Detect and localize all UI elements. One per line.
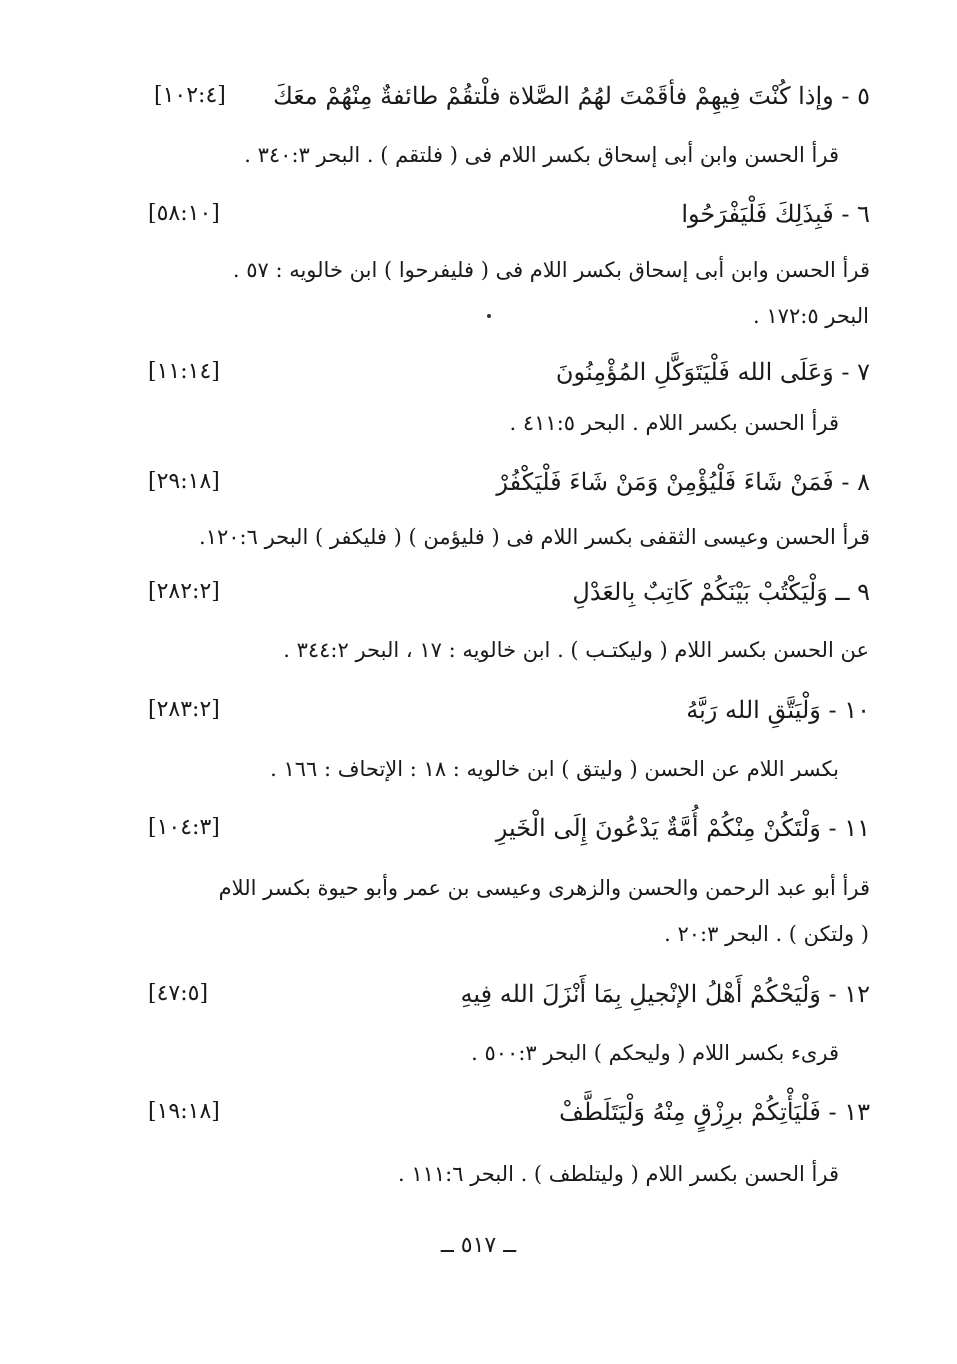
verse-text: ٨ - فَمَنْ شَاءَ فَلْيُؤْمِنْ وَمَنْ شَاءَ فَلْيَكْفُرْ — [496, 468, 870, 496]
verse-line — [140, 350, 870, 394]
verse-reference: [١٩:١٨] — [148, 1099, 220, 1124]
verse-line — [140, 806, 870, 850]
reading-note: قرأ الحسن وعيسى الثقفى بكسر اللام فى ( فليؤمن ) ( فليكفر ) البحر ١٢٠:٦. — [199, 525, 870, 549]
reading-note: البحر ١٧٢:٥ . — [753, 304, 869, 328]
reading-note: عن الحسن بكسر اللام ( وليكتـب ) . ابن خالويه : ١٧ ، البحر ٣٤٤:٢ . — [283, 638, 869, 662]
verse-line — [140, 570, 870, 614]
verse-text: ١٣ - فَلْيَأْتِكُمْ برِزْقٍ مِنْهُ وَلْيَتَلَطَّفْ — [559, 1098, 870, 1126]
reading-note: قرأ الحسن بكسر اللام . البحر ٤١١:٥ . — [509, 411, 839, 435]
verse-text: ٦ - فَبِذَلِكَ فَلْيَفْرَحُوا — [681, 200, 870, 228]
verse-text: ٥ - وإذا كُنْتَ فِيهِمْ فأقَمْتَ لهُمُ الصَّلاة فلْتقُمْ طائفةٌ مِنْهُمْ معَكَ — [273, 82, 870, 110]
verse-line — [140, 74, 870, 118]
verse-reference: [٤٧:٥] — [148, 981, 209, 1006]
verse-text: ١٠ - وَلْيَتَّقِ الله رَبَّهُ — [686, 696, 870, 724]
verse-reference: [٢٨٢:٢] — [148, 579, 220, 604]
reading-note: قرأ الحسن وابن أبى إسحاق بكسر اللام فى ( فلتقم ) . البحر ٣٤٠:٣ . — [244, 143, 839, 167]
reading-note: قرأ الحسن بكسر اللام ( وليتلطف ) . البحر ١١١:٦ . — [397, 1162, 839, 1186]
verse-reference: [٢٨٣:٢] — [148, 697, 220, 722]
page-speck — [487, 314, 491, 318]
verse-reference: [١١:١٤] — [148, 359, 220, 384]
verse-line — [140, 192, 870, 236]
reading-note: ( ولتكن ) . البحر ٢٠:٣ . — [664, 922, 869, 946]
verse-reference: [١٠٤:٣] — [148, 815, 220, 840]
verse-line — [140, 460, 870, 504]
verse-line — [140, 972, 870, 1016]
reading-note: قرىء بكسر اللام ( وليحكم ) البحر ٥٠٠:٣ . — [471, 1041, 839, 1065]
reading-note: قرأ أبو عبد الرحمن والحسن والزهرى وعيسى بن عمر وأبو حيوة بكسر اللام — [218, 876, 870, 900]
verse-reference: [١٠٢:٤] — [154, 83, 226, 108]
verse-text: ٩ ــ وَلْيَكْتُبْ بَيْنَكُمْ كَاتِبٌ بِالعَدْلِ — [572, 578, 870, 606]
verse-text: ٧ - وَعَلَى الله فَلْيَتَوَكَّلِ المُؤْمِنُونَ — [555, 358, 870, 386]
reading-note: بكسر اللام عن الحسن ( وليتق ) ابن خالويه : ١٨ : الإتحاف : ١٦٦ . — [270, 757, 839, 781]
verse-text: ١٢ - وَلْيَحْكُمْ أَهْلُ الإنْجيلِ بِمَا أَنْزَلَ الله فِيهِ — [460, 980, 870, 1008]
reading-note: قرأ الحسن وابن أبى إسحاق بكسر اللام فى ( فليفرحوا ) ابن خالويه : ٥٧ . — [232, 258, 870, 282]
verse-line — [140, 688, 870, 732]
verse-text: ١١ - وَلْتَكُنْ مِنْكُمْ أُمَّةٌ يَدْعُونَ إِلَى الْخَيرِ — [495, 814, 870, 842]
page-number: ــ ٥١٧ ــ — [440, 1233, 517, 1258]
verse-line — [140, 1090, 870, 1134]
verse-reference: [٢٩:١٨] — [148, 469, 220, 494]
verse-reference: [٥٨:١٠] — [148, 201, 220, 226]
